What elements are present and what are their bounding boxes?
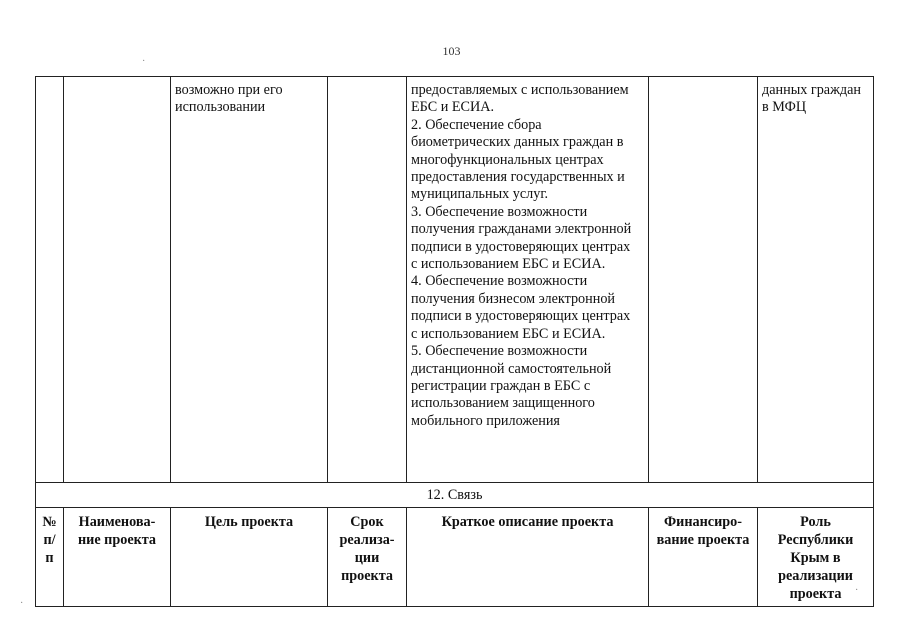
description-line: предоставления государственных и bbox=[411, 169, 625, 186]
header-line: проекта bbox=[789, 586, 842, 603]
description-line: предоставляемых с использованием bbox=[411, 82, 629, 98]
scan-speck: · bbox=[142, 56, 146, 67]
description-line: с использованием ЕБС и ЕСИА. bbox=[411, 256, 606, 273]
header-line: ции bbox=[354, 550, 380, 567]
goal-text: возможно при его использовании bbox=[175, 82, 283, 116]
description-line: ЕБС и ЕСИА. bbox=[411, 99, 495, 116]
header-term bbox=[328, 508, 407, 607]
description-line: 3. Обеспечение возможности bbox=[411, 203, 588, 220]
header-line: Роль bbox=[800, 514, 831, 531]
description-line: многофункциональных центрах bbox=[411, 151, 604, 168]
header-line: реализации bbox=[778, 568, 853, 585]
description-line: дистанционной самостоятельной bbox=[411, 360, 612, 377]
cell-role bbox=[758, 77, 874, 483]
description-line: 5. Обеспечение возможности bbox=[411, 343, 588, 360]
header-line: вание проекта bbox=[656, 532, 750, 549]
projects-table bbox=[35, 76, 874, 607]
role-line: в МФЦ bbox=[762, 99, 807, 116]
header-line: Срок bbox=[350, 514, 384, 531]
header-line: проекта bbox=[341, 568, 393, 585]
section-row bbox=[36, 483, 874, 508]
cell-num bbox=[36, 77, 64, 483]
header-line: Краткое описание проекта bbox=[441, 514, 614, 531]
header-num bbox=[36, 508, 64, 607]
cell-financing bbox=[649, 77, 758, 483]
header-line: реализа- bbox=[339, 532, 395, 549]
description-line: биометрических данных граждан в bbox=[411, 134, 624, 151]
description-line: регистрации граждан в ЕБС с bbox=[411, 377, 591, 394]
header-role bbox=[758, 508, 874, 607]
role-line: данных граждан bbox=[762, 82, 861, 98]
header-line: п/ bbox=[43, 532, 56, 549]
cell-name bbox=[64, 77, 171, 483]
scan-speck: · bbox=[855, 585, 859, 596]
description-line: 2. Обеспечение сбора bbox=[411, 116, 542, 133]
description-line: получения гражданами электронной bbox=[411, 221, 632, 238]
description-line: 4. Обеспечение возможности bbox=[411, 273, 588, 290]
header-goal bbox=[171, 508, 328, 607]
section-title: 12. Связь bbox=[36, 483, 874, 508]
header-row bbox=[36, 508, 874, 607]
header-line: Цель проекта bbox=[204, 514, 294, 531]
header-description bbox=[407, 508, 649, 607]
description-line: мобильного приложения bbox=[411, 412, 560, 429]
cell-term bbox=[328, 77, 407, 483]
description-line: с использованием ЕБС и ЕСИА. bbox=[411, 325, 606, 342]
cell-description bbox=[407, 77, 649, 483]
header-financing bbox=[649, 508, 758, 607]
header-line: Крым в bbox=[790, 550, 841, 567]
header-line: Наименова- bbox=[78, 514, 156, 531]
scan-speck: · bbox=[20, 598, 24, 609]
table-row-continuation bbox=[36, 77, 874, 483]
header-line: ние проекта bbox=[77, 532, 157, 549]
cell-goal bbox=[171, 77, 328, 483]
header-line: Финансиро- bbox=[664, 514, 742, 531]
header-name bbox=[64, 508, 171, 607]
header-line: п bbox=[45, 550, 54, 567]
description-line: получения бизнесом электронной bbox=[411, 290, 616, 307]
description-line: муниципальных услуг. bbox=[411, 186, 549, 203]
header-line: Республики bbox=[777, 532, 854, 549]
description-lines bbox=[411, 82, 644, 430]
header-line: № bbox=[42, 514, 57, 531]
description-line: использованием защищенного bbox=[411, 395, 595, 412]
description-line: подписи в удостоверяющих центрах bbox=[411, 238, 631, 255]
page-number: 103 bbox=[442, 44, 461, 58]
description-line: подписи в удостоверяющих центрах bbox=[411, 308, 631, 325]
